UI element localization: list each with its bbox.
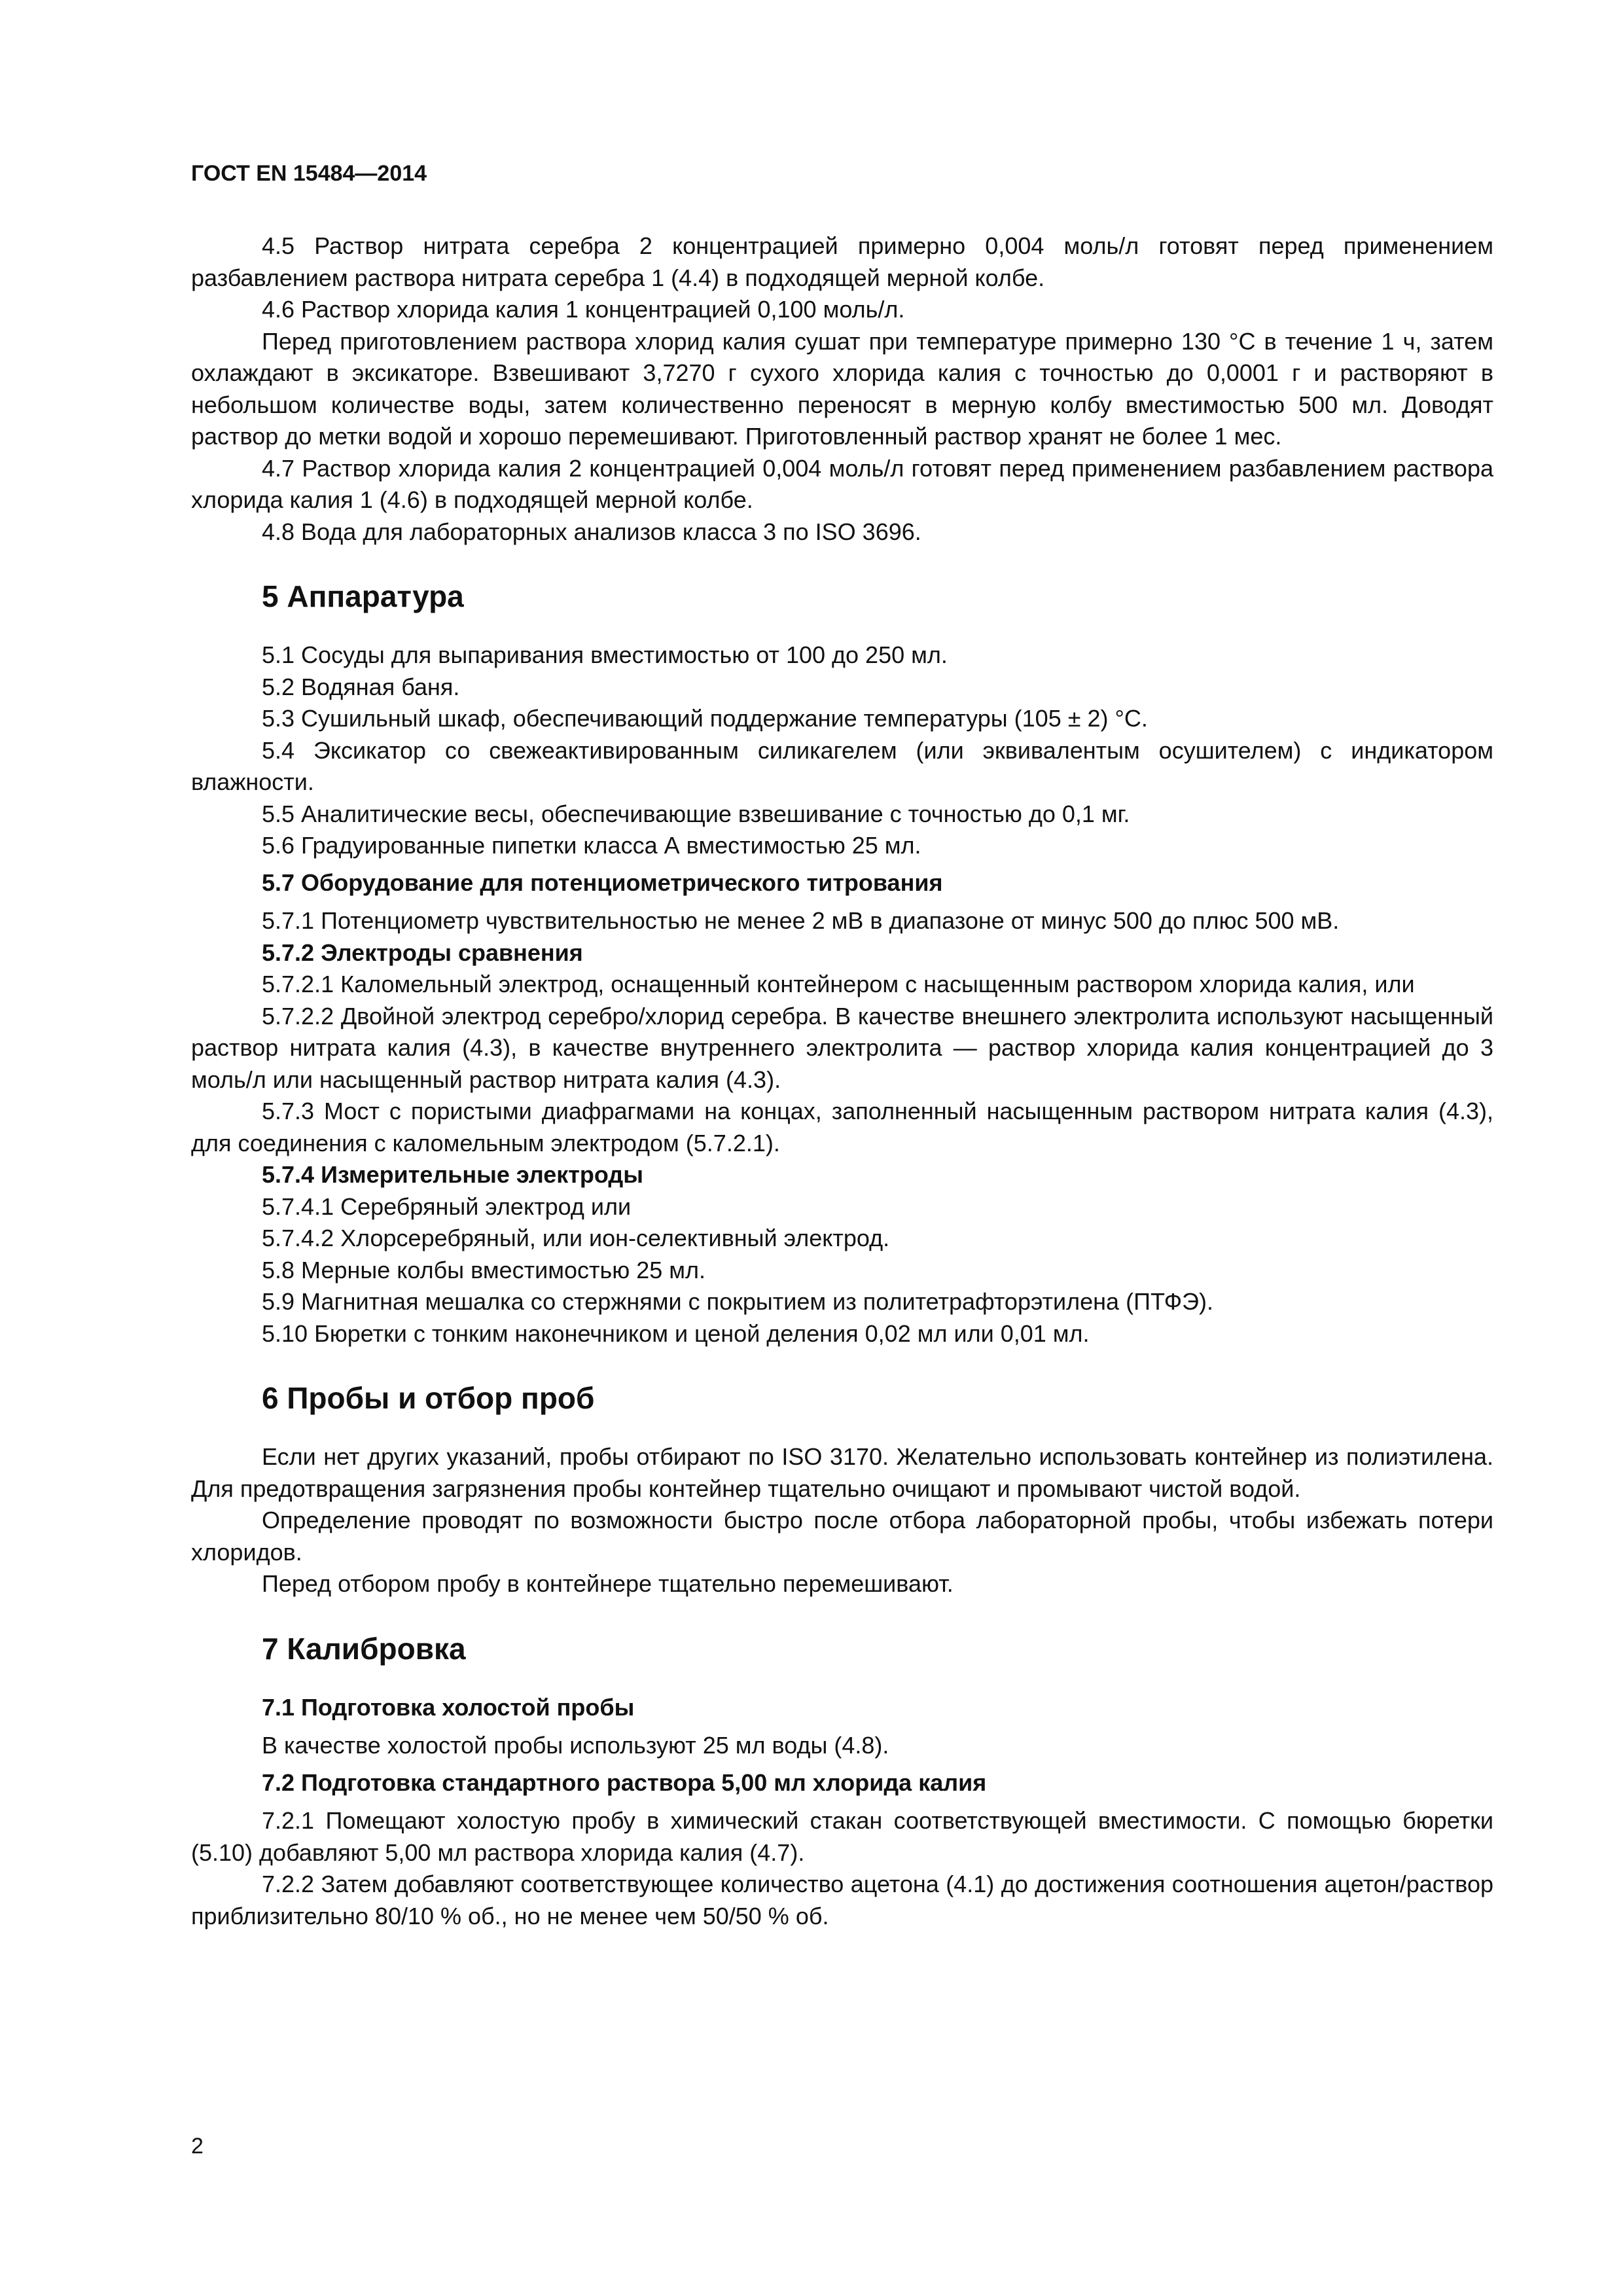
clause-5-7-4-2: 5.7.4.2 Хлорсеребряный, или ион-селективный электрод. xyxy=(262,1225,890,1251)
clause-5-5: 5.5 Аналитические весы, обеспечивающие взвешивание с точностью до 0,1 мг. xyxy=(262,800,1130,827)
clause-5-7-4-1: 5.7.4.1 Серебряный электрод или xyxy=(262,1193,632,1220)
clause-4-7: 4.7 Раствор хлорида калия 2 концентрацией 0,004 моль/л готовят перед применением разбавлением раствора хлорида калия 1 (4.6) в подходящей мерной колбе. xyxy=(191,454,1493,513)
section-5-heading: 5 Аппаратура xyxy=(262,579,464,613)
clause-4-6-text: Перед приготовлением раствора хлорид калия сушат при температуре примерно 130 °С в течение 1 ч, затем охлаждают в эксикаторе. Взвешивают 3,7270 г сухого хлорида калия с точностью до 0,0001 г и растворяют в небольшом количестве воды, затем количественно переносят в мерную колбу вместимостью 500 мл. Доводят раствор до метки водой и хорошо перемешивают. Приготовленный раствор хранят не более 1 мес. xyxy=(191,327,1493,450)
clause-4-6: 4.6 Раствор хлорида калия 1 концентрацией 0,100 моль/л. xyxy=(262,296,905,323)
clause-4-5: 4.5 Раствор нитрата серебра 2 концентрацией примерно 0,004 моль/л готовят перед применением разбавлением раствора нитрата серебра 1 (4.4) в подходящей мерной колбе. xyxy=(191,232,1493,291)
clause-5-7-4-heading: 5.7.4 Измерительные электроды xyxy=(262,1161,644,1188)
clause-5-7-2-heading: 5.7.2 Электроды сравнения xyxy=(262,939,583,966)
clause-5-7-1: 5.7.1 Потенциометр чувствительностью не менее 2 мВ в диапазоне от минус 500 до плюс 500 мВ. xyxy=(262,907,1340,934)
document-body xyxy=(191,230,1493,1932)
document-header: ГОСТ EN 15484—2014 xyxy=(191,161,427,186)
clause-7-2-2: 7.2.2 Затем добавляют соответствующее количество ацетона (4.1) до достижения соотношения ацетон/раствор приблизительно 80/10 % об., но не менее чем 50/50 % об. xyxy=(191,1871,1493,1929)
clause-5-2: 5.2 Водяная баня. xyxy=(262,673,460,700)
clause-5-3: 5.3 Сушильный шкаф, обеспечивающий поддержание температуры (105 ± 2) °С. xyxy=(262,705,1148,732)
clause-5-7-2-2: 5.7.2.2 Двойной электрод серебро/хлорид серебра. В качестве внешнего электролита используют насыщенный раствор нитрата калия (4.3), в качестве внутреннего электролита — раствор хлорида калия концентрацией до 3 моль/л или насыщенный раствор нитрата калия (4.3). xyxy=(191,1002,1493,1093)
clause-5-7-3: 5.7.3 Мост с пористыми диафрагмами на концах, заполненный насыщенным раствором нитрата калия (4.3), для соединения с каломельным электродом (5.7.2.1). xyxy=(191,1098,1493,1157)
page-number: 2 xyxy=(191,2134,204,2159)
section-6-para-3: Перед отбором пробу в контейнере тщательно перемешивают. xyxy=(262,1570,954,1597)
subsection-7-2-heading: 7.2 Подготовка стандартного раствора 5,00 мл хлорида калия xyxy=(262,1768,987,1796)
clause-5-4: 5.4 Эксикатор со свежеактивированным силикагелем (или эквивалентым осушителем) с индикатором влажности. xyxy=(191,736,1493,795)
clause-4-8: 4.8 Вода для лабораторных анализов класса 3 по ISO 3696. xyxy=(262,518,921,545)
clause-5-7-2-1: 5.7.2.1 Каломельный электрод, оснащенный контейнером с насыщенным раствором хлорида калия, или xyxy=(262,971,1415,997)
section-6-heading: 6 Пробы и отбор проб xyxy=(262,1381,595,1415)
clause-5-6: 5.6 Градуированные пипетки класса А вместимостью 25 мл. xyxy=(262,832,921,859)
clause-7-2-1: 7.2.1 Помещают холостую пробу в химический стакан соответствующей вместимости. С помощью бюретки (5.10) добавляют 5,00 мл раствора хлорида калия (4.7). xyxy=(191,1807,1493,1866)
clause-5-10: 5.10 Бюретки с тонким наконечником и ценой деления 0,02 мл или 0,01 мл. xyxy=(262,1319,1090,1347)
section-7-heading: 7 Калибровка xyxy=(262,1631,466,1666)
section-6-para-2: Определение проводят по возможности быстро после отбора лабораторной пробы, чтобы избежать потери хлоридов. xyxy=(191,1507,1493,1566)
clause-5-1: 5.1 Сосуды для выпаривания вместимостью от 100 до 250 мл. xyxy=(262,641,948,668)
subsection-5-7-heading: 5.7 Оборудование для потенциометрического титрования xyxy=(262,869,943,896)
clause-5-8: 5.8 Мерные колбы вместимостью 25 мл. xyxy=(262,1256,706,1283)
clause-7-1-text: В качестве холостой пробы используют 25 мл воды (4.8). xyxy=(262,1732,889,1759)
section-6-para-1: Если нет других указаний, пробы отбирают по ISO 3170. Желательно использовать контейнер из полиэтилена. Для предотвращения загрязнения пробы контейнер тщательно очищают и промывают чистой водой. xyxy=(191,1443,1493,1502)
subsection-7-1-heading: 7.1 Подготовка холостой пробы xyxy=(262,1693,635,1721)
clause-5-9: 5.9 Магнитная мешалка со стержнями с покрытием из политетрафторэтилена (ПТФЭ). xyxy=(262,1288,1213,1315)
